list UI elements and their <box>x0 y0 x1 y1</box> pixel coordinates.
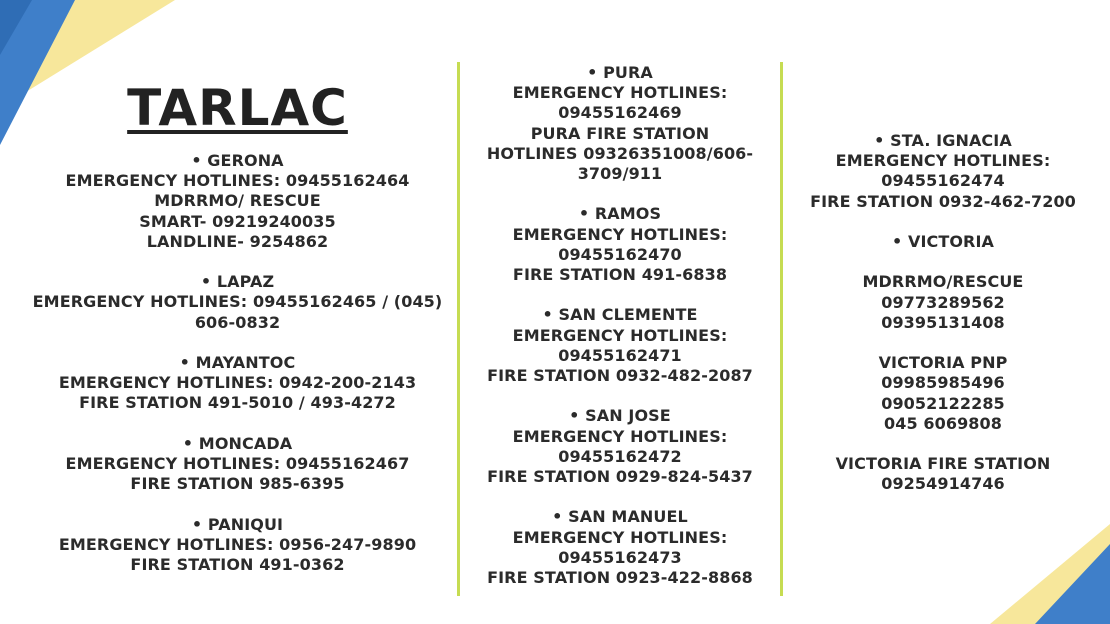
bottom-right-corner-decoration <box>990 524 1110 624</box>
victoria-block <box>786 232 1100 252</box>
san-manuel-hotline: 09455162473 <box>558 547 682 567</box>
victoria-pnp-label: VICTORIA PNP <box>878 353 1008 373</box>
sta-ignacia-hotline: 09455162474 <box>881 171 1005 191</box>
victoria-fire-block <box>786 454 1100 494</box>
victoria-pnp-number-2: 09052122285 <box>881 393 1005 413</box>
sta-ignacia-hotline-label: EMERGENCY HOTLINES: <box>835 151 1051 171</box>
san-clemente-fire: FIRE STATION 0932-482-2087 <box>487 366 753 386</box>
ramos-fire: FIRE STATION 491-6838 <box>512 265 728 285</box>
victoria-pnp-block <box>786 353 1100 434</box>
san-manuel-heading: • SAN MANUEL <box>552 507 688 527</box>
pura-heading: • PURA <box>587 63 653 82</box>
paniqui-heading: • PANIQUI <box>191 514 284 534</box>
san-jose-hotline: 09455162472 <box>558 446 682 466</box>
lapaz-hotline-cont: 606-0832 <box>194 312 281 332</box>
pura-fire-hotlines: HOTLINES 09326351008/606- <box>486 143 754 163</box>
sta-ignacia-heading: • STA. IGNACIA <box>874 131 1012 150</box>
san-jose-heading: • SAN JOSE <box>569 406 671 426</box>
gerona-landline: LANDLINE- 9254862 <box>146 231 329 251</box>
moncada-fire: FIRE STATION 985-6395 <box>130 474 345 494</box>
paniqui-fire: FIRE STATION 491-0362 <box>130 555 345 574</box>
mayantoc-hotline: EMERGENCY HOTLINES: 0942-200-2143 <box>58 373 417 393</box>
page-title: TARLAC <box>127 79 348 137</box>
victoria-mdrrmo-number-2: 09395131408 <box>881 312 1005 332</box>
ramos-hotline-label: EMERGENCY HOTLINES: <box>512 224 728 244</box>
pura-hotline-label: EMERGENCY HOTLINES: <box>512 83 728 103</box>
column-divider-right <box>780 62 783 596</box>
sta-ignacia-block <box>786 131 1100 212</box>
pura-fire-label: PURA FIRE STATION <box>530 123 710 143</box>
pura-hotline: 09455162469 <box>558 103 682 123</box>
san-jose-fire: FIRE STATION 0929-824-5437 <box>487 467 753 487</box>
column-2 <box>462 63 778 588</box>
gerona-mdrrmo: MDRRMO/ RESCUE <box>154 191 321 211</box>
gerona-block <box>20 151 455 252</box>
lapaz-heading: • LAPAZ <box>200 272 275 292</box>
gerona-heading: • GERONA <box>191 151 284 170</box>
mayantoc-heading: • MAYANTOC <box>179 353 296 372</box>
san-jose-hotline-label: EMERGENCY HOTLINES: <box>512 426 728 446</box>
lapaz-block <box>20 272 455 333</box>
gerona-hotline: EMERGENCY HOTLINES: 09455162464 <box>65 171 410 191</box>
san-jose-block <box>462 406 778 487</box>
victoria-fire-label: VICTORIA FIRE STATION <box>835 454 1051 474</box>
victoria-mdrrmo-number-1: 09773289562 <box>881 292 1005 312</box>
victoria-pnp-number-3: 045 6069808 <box>884 413 1002 433</box>
column-1 <box>20 79 455 575</box>
paniqui-block <box>20 515 455 576</box>
victoria-heading: • VICTORIA <box>891 232 995 251</box>
pura-block <box>462 63 778 184</box>
column-3 <box>786 131 1100 495</box>
victoria-mdrrmo-block <box>786 272 1100 333</box>
moncada-hotline: EMERGENCY HOTLINES: 09455162467 <box>65 454 410 473</box>
san-manuel-fire: FIRE STATION 0923-422-8868 <box>487 568 753 588</box>
paniqui-hotline: EMERGENCY HOTLINES: 0956-247-9890 <box>58 534 417 554</box>
ramos-block <box>462 204 778 285</box>
sta-ignacia-fire: FIRE STATION 0932-462-7200 <box>810 191 1076 211</box>
san-clemente-hotline-label: EMERGENCY HOTLINES: <box>512 325 728 345</box>
ramos-heading: • RAMOS <box>578 204 662 224</box>
mayantoc-fire: FIRE STATION 491-5010 / 493-4272 <box>79 393 396 413</box>
moncada-heading: • MONCADA <box>182 433 293 453</box>
column-divider-left <box>457 62 460 596</box>
moncada-block <box>20 434 455 495</box>
mayantoc-block <box>20 353 455 414</box>
san-clemente-heading: • SAN CLEMENTE <box>542 305 698 325</box>
victoria-fire-number: 09254914746 <box>881 474 1005 494</box>
san-manuel-block <box>462 507 778 588</box>
lapaz-hotline: EMERGENCY HOTLINES: 09455162465 / (045) <box>32 292 443 312</box>
san-clemente-hotline: 09455162471 <box>558 345 682 365</box>
victoria-mdrrmo-label: MDRRMO/RESCUE <box>862 272 1024 292</box>
san-clemente-block <box>462 305 778 386</box>
ramos-hotline: 09455162470 <box>558 244 682 264</box>
pura-fire-hotlines-cont: 3709/911 <box>577 164 663 184</box>
gerona-smart: SMART- 09219240035 <box>139 211 336 231</box>
san-manuel-hotline-label: EMERGENCY HOTLINES: <box>512 527 728 547</box>
victoria-pnp-number-1: 09985985496 <box>881 373 1005 393</box>
